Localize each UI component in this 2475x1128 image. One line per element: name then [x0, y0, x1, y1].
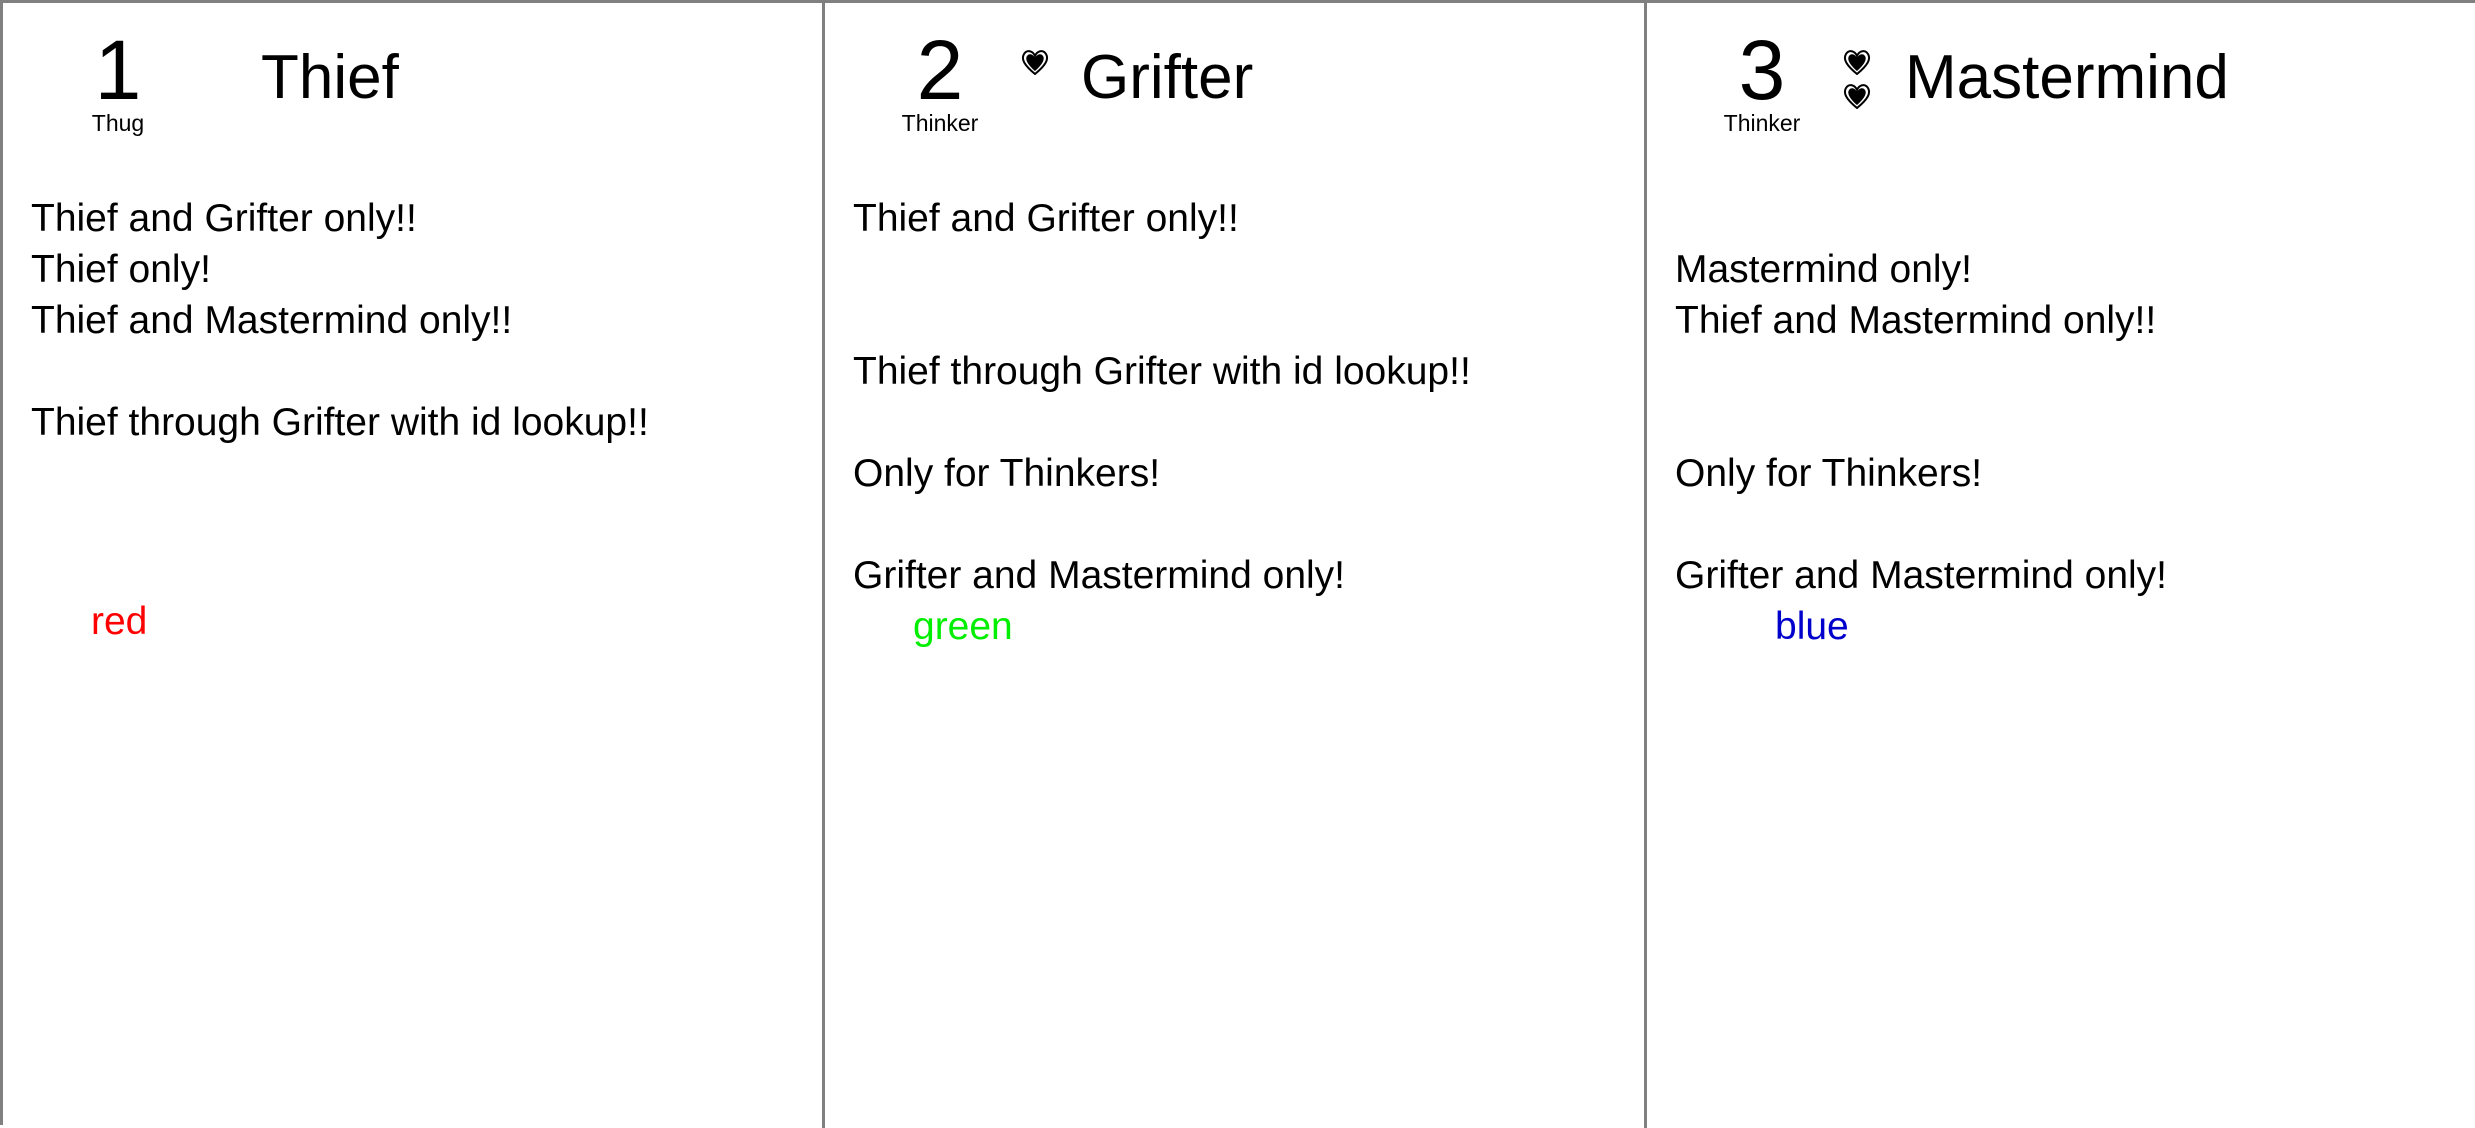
card-text-block: [1675, 193, 2462, 652]
rank-block: [63, 23, 173, 136]
card-line-spacer: [31, 346, 806, 397]
card-line: Only for Thinkers!: [853, 452, 1161, 495]
rank-class-label: Thinker: [901, 110, 979, 136]
card-line-spacer: [853, 397, 1628, 448]
card-line-spacer: [1675, 397, 2462, 448]
card-line: Thief and Grifter only!!: [31, 197, 417, 240]
card-line: Only for Thinkers!: [1675, 452, 1983, 495]
color-word: red: [91, 600, 148, 643]
card-line: Thief through Grifter with id lookup!!: [31, 401, 649, 444]
card-line: Grifter and Mastermind only!: [853, 554, 1346, 597]
card-line: Thief and Mastermind only!!: [31, 299, 513, 342]
heart-pip-icon: [1842, 49, 1872, 75]
card-header: [825, 3, 1644, 173]
heart-pip-icon: [1020, 49, 1050, 75]
card-line: Mastermind only!: [1675, 248, 1972, 291]
card-thief[interactable]: [3, 3, 825, 1128]
card-line-spacer: [853, 244, 1628, 295]
card-line-spacer: [853, 499, 1628, 550]
card-grifter[interactable]: [825, 3, 1647, 1128]
color-word: blue: [1775, 605, 1849, 648]
card-title: Mastermind: [1905, 43, 2229, 112]
card-text-block: [853, 193, 1628, 652]
card-header: [3, 3, 822, 173]
heart-pip-icon: [1842, 83, 1872, 109]
spacer: [31, 548, 806, 596]
rank-number: 2: [916, 23, 964, 117]
rank-class-label: Thug: [91, 110, 145, 136]
card-line-spacer: [853, 295, 1628, 346]
card-line: Thief only!: [31, 248, 211, 291]
card-line-spacer: [1675, 346, 2462, 397]
card-header: [1647, 3, 2475, 173]
pip-group: [1827, 49, 1887, 109]
card-line: Thief and Grifter only!!: [853, 197, 1239, 240]
spacer: [31, 448, 806, 548]
card-title: Grifter: [1081, 43, 1254, 112]
rank-class-label: Thinker: [1723, 110, 1801, 136]
card-mastermind[interactable]: [1647, 3, 2475, 1128]
card-title: Thief: [261, 43, 399, 112]
card-line-spacer: [1675, 499, 2462, 550]
card-line: Thief through Grifter with id lookup!!: [853, 350, 1471, 393]
rank-block: [885, 23, 995, 136]
card-line-spacer: [1675, 193, 2462, 244]
rank-number: 1: [94, 23, 142, 117]
pip-group: [1005, 49, 1065, 75]
card-text-block: [31, 193, 806, 647]
color-word: green: [913, 605, 1013, 648]
rank-block: [1707, 23, 1817, 136]
card-line: Grifter and Mastermind only!: [1675, 554, 2168, 597]
card-line: Thief and Mastermind only!!: [1675, 299, 2157, 342]
rank-number: 3: [1738, 23, 1786, 117]
